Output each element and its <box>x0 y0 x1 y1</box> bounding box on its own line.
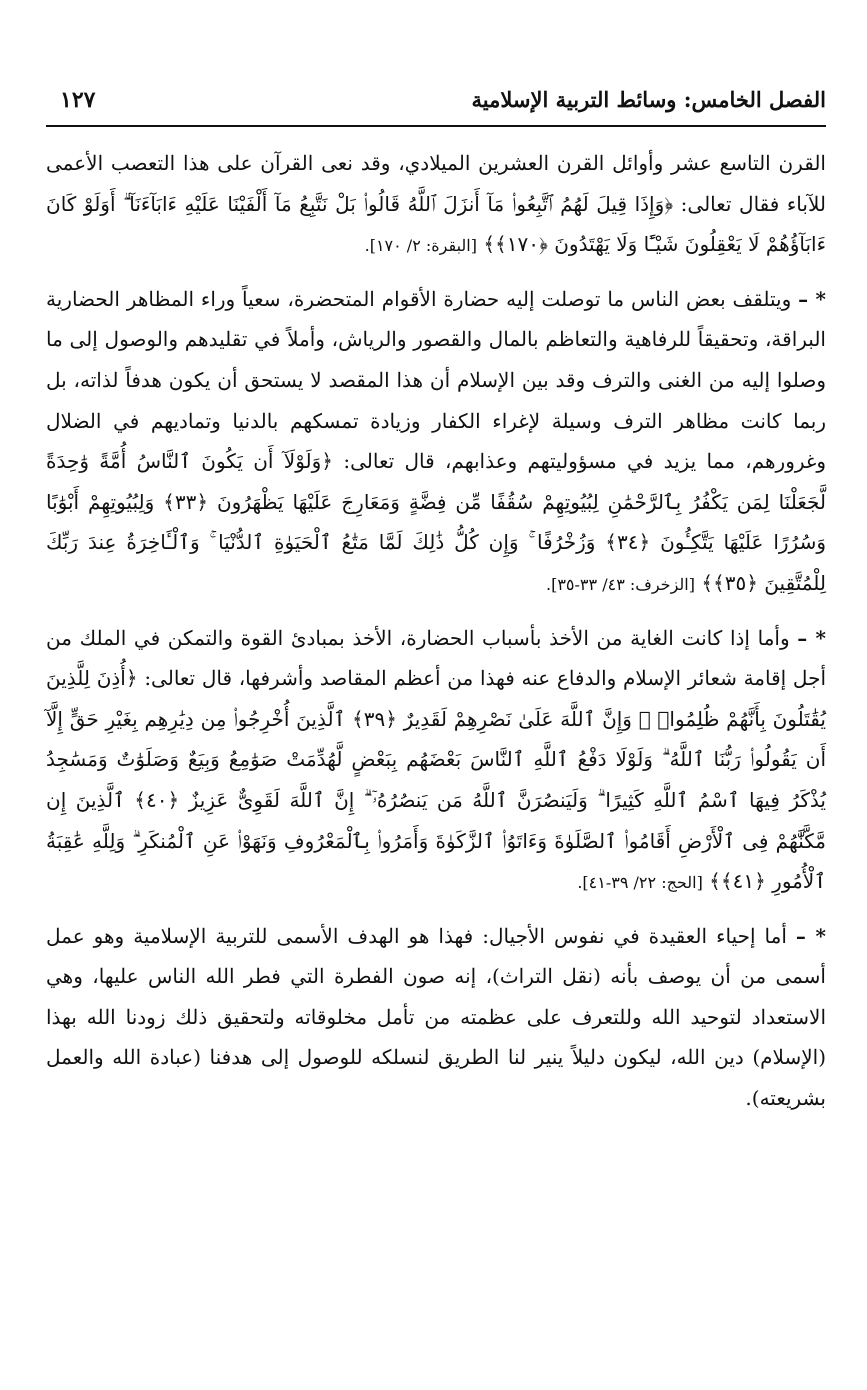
paragraph-2 <box>46 279 826 606</box>
paragraph-text: وأما إذا كانت الغاية من الأخذ بأسباب الحضارة، الأخذ بمبادئ القوة والتمكن في الملك من أجل إقامة شعائر الإسلام والدفاع عنه فهذا من أعظم المقاصد وأشرفها، قال تعالى: <box>46 625 826 691</box>
chapter-title: الفصل الخامس: وسائط التربية الإسلامية <box>471 87 826 112</box>
verse-reference: [الزخرف: ٤٣/ ٣٣-٣٥]. <box>546 574 695 594</box>
quran-verse: ﴿وَلَوْلَآ أَن يَكُونَ ٱلنَّاسُ أُمَّةً وَٰحِدَةً لَّجَعَلْنَا لِمَن يَكْفُرُ بِٱلرَّحْمَٰنِ لِبُيُوتِهِمْ سُقُفًا مِّن فِضَّةٍ وَمَعَارِجَ عَلَيْهَا يَظْهَرُونَ ﴿٣٣﴾ وَلِبُيُوتِهِمْ أَبْوَٰبًا وَسُرُرًا عَلَيْهَا يَتَّكِـُٔونَ ﴿٣٤﴾ وَزُخْرُفًا ۚ وَإِن كُلُّ ذَٰلِكَ لَمَّا مَتَٰعُ ٱلْحَيَوٰةِ ٱلدُّنْيَا ۚ وَٱلْـَٔاخِرَةُ عِندَ رَبِّكَ لِلْمُتَّقِينَ ﴿٣٥﴾﴾ <box>46 449 826 595</box>
paragraph-text: ويتلقف بعض الناس ما توصلت إليه حضارة الأقوام المتحضرة، سعياً وراء المظاهر الحضارية البراقة، وتحقيقاً للرفاهية والتعاظم بالمال والقصور والرياش، وأملاً في تقليدهم والوصول إلى ما وصلوا إليه من الغنى والترف وقد بين الإسلام أن هذا المقصد لا يستحق أن يكون هدفاً لذاته، بل ربما كانت مظاهر الترف وسيلة لإغراء الكفار وزيادة تمسكهم بالدنيا وتماديهم في الضلال وغرورهم، مما يزيد في مسؤوليتهم وعذابهم، قال تعالى: <box>46 286 827 474</box>
paragraph-3 <box>46 618 826 904</box>
verse-reference: [البقرة: ٢/ ١٧٠]. <box>364 236 477 256</box>
header-rule <box>46 125 826 127</box>
paragraph-text: القرن التاسع عشر وأوائل القرن العشرين الميلادي، وقد نعى القرآن على هذا التعصب الأعمى للآباء فقال تعالى: <box>46 151 826 216</box>
quran-verse: ﴿أُذِنَ لِلَّذِينَ يُقَٰتَلُونَ بِأَنَّهُمْ ظُلِمُوا۟ ۚ وَإِنَّ ٱللَّهَ عَلَىٰ نَصْرِهِمْ لَقَدِيرٌ ﴿٣٩﴾ ٱلَّذِينَ أُخْرِجُوا۟ مِن دِيَٰرِهِم بِغَيْرِ حَقٍّ إِلَّآ أَن يَقُولُوا۟ رَبُّنَا ٱللَّهُ ۗ وَلَوْلَا دَفْعُ ٱللَّهِ ٱلنَّاسَ بَعْضَهُم بِبَعْضٍ لَّهُدِّمَتْ صَوَٰمِعُ وَبِيَعٌ وَصَلَوَٰتٌ وَمَسَٰجِدُ يُذْكَرُ فِيهَا ٱسْمُ ٱللَّهِ كَثِيرًا ۗ وَلَيَنصُرَنَّ ٱللَّهُ مَن يَنصُرُهُۥٓ ۗ إِنَّ ٱللَّهَ لَقَوِىٌّ عَزِيزٌ ﴿٤٠﴾ ٱلَّذِينَ إِن مَّكَّنَّٰهُمْ فِى ٱلْأَرْضِ أَقَامُوا۟ ٱلصَّلَوٰةَ وَءَاتَوُا۟ ٱلزَّكَوٰةَ وَأَمَرُوا۟ بِٱلْمَعْرُوفِ وَنَهَوْا۟ عَنِ ٱلْمُنكَرِ ۗ وَلِلَّهِ عَٰقِبَةُ ٱلْأُمُورِ ﴿٤١﴾﴾ <box>46 666 826 894</box>
verse-reference: [الحج: ٢٢/ ٣٩-٤١]. <box>577 873 703 893</box>
paragraph-1 <box>46 143 826 267</box>
bullet-marker: * – <box>797 625 827 650</box>
body-text <box>46 143 826 1131</box>
page-number: ١٢٧ <box>60 87 96 113</box>
bullet-marker: * – <box>798 286 827 311</box>
bullet-marker: * – <box>795 923 826 948</box>
paragraph-4 <box>46 916 826 1119</box>
paragraph-text: أما إحياء العقيدة في نفوس الأجيال: فهذا هو الهدف الأسمى للتربية الإسلامية وهو عمل أسمى من أن يوصف بأنه (نقل التراث)، إنه صون الفطرة التي فطر الله الناس عليها، وهي الاستعداد لتوحيد الله وللتعرف على عظمته من تأمل مخلوقاته ولتحقيق ذلك زودنا الله بهذا (الإسلام) دين الله، ليكون دليلاً ينير لنا الطريق لنسلكه للوصول إلى هدفنا (عبادة الله والعمل بشريعته). <box>46 923 826 1111</box>
book-page <box>46 0 826 1390</box>
running-header <box>46 84 826 124</box>
quran-verse: ﴿وَإِذَا قِيلَ لَهُمُ ٱتَّبِعُوا۟ مَآ أَنزَلَ ٱللَّهُ قَالُوا۟ بَلْ نَتَّبِعُ مَآ أَلْفَيْنَا عَلَيْهِ ءَابَآءَنَآ ۗ أَوَلَوْ كَانَ ءَابَآؤُهُمْ لَا يَعْقِلُونَ شَيْـًٔا وَلَا يَهْتَدُونَ ﴿١٧٠﴾﴾ <box>46 191 826 257</box>
